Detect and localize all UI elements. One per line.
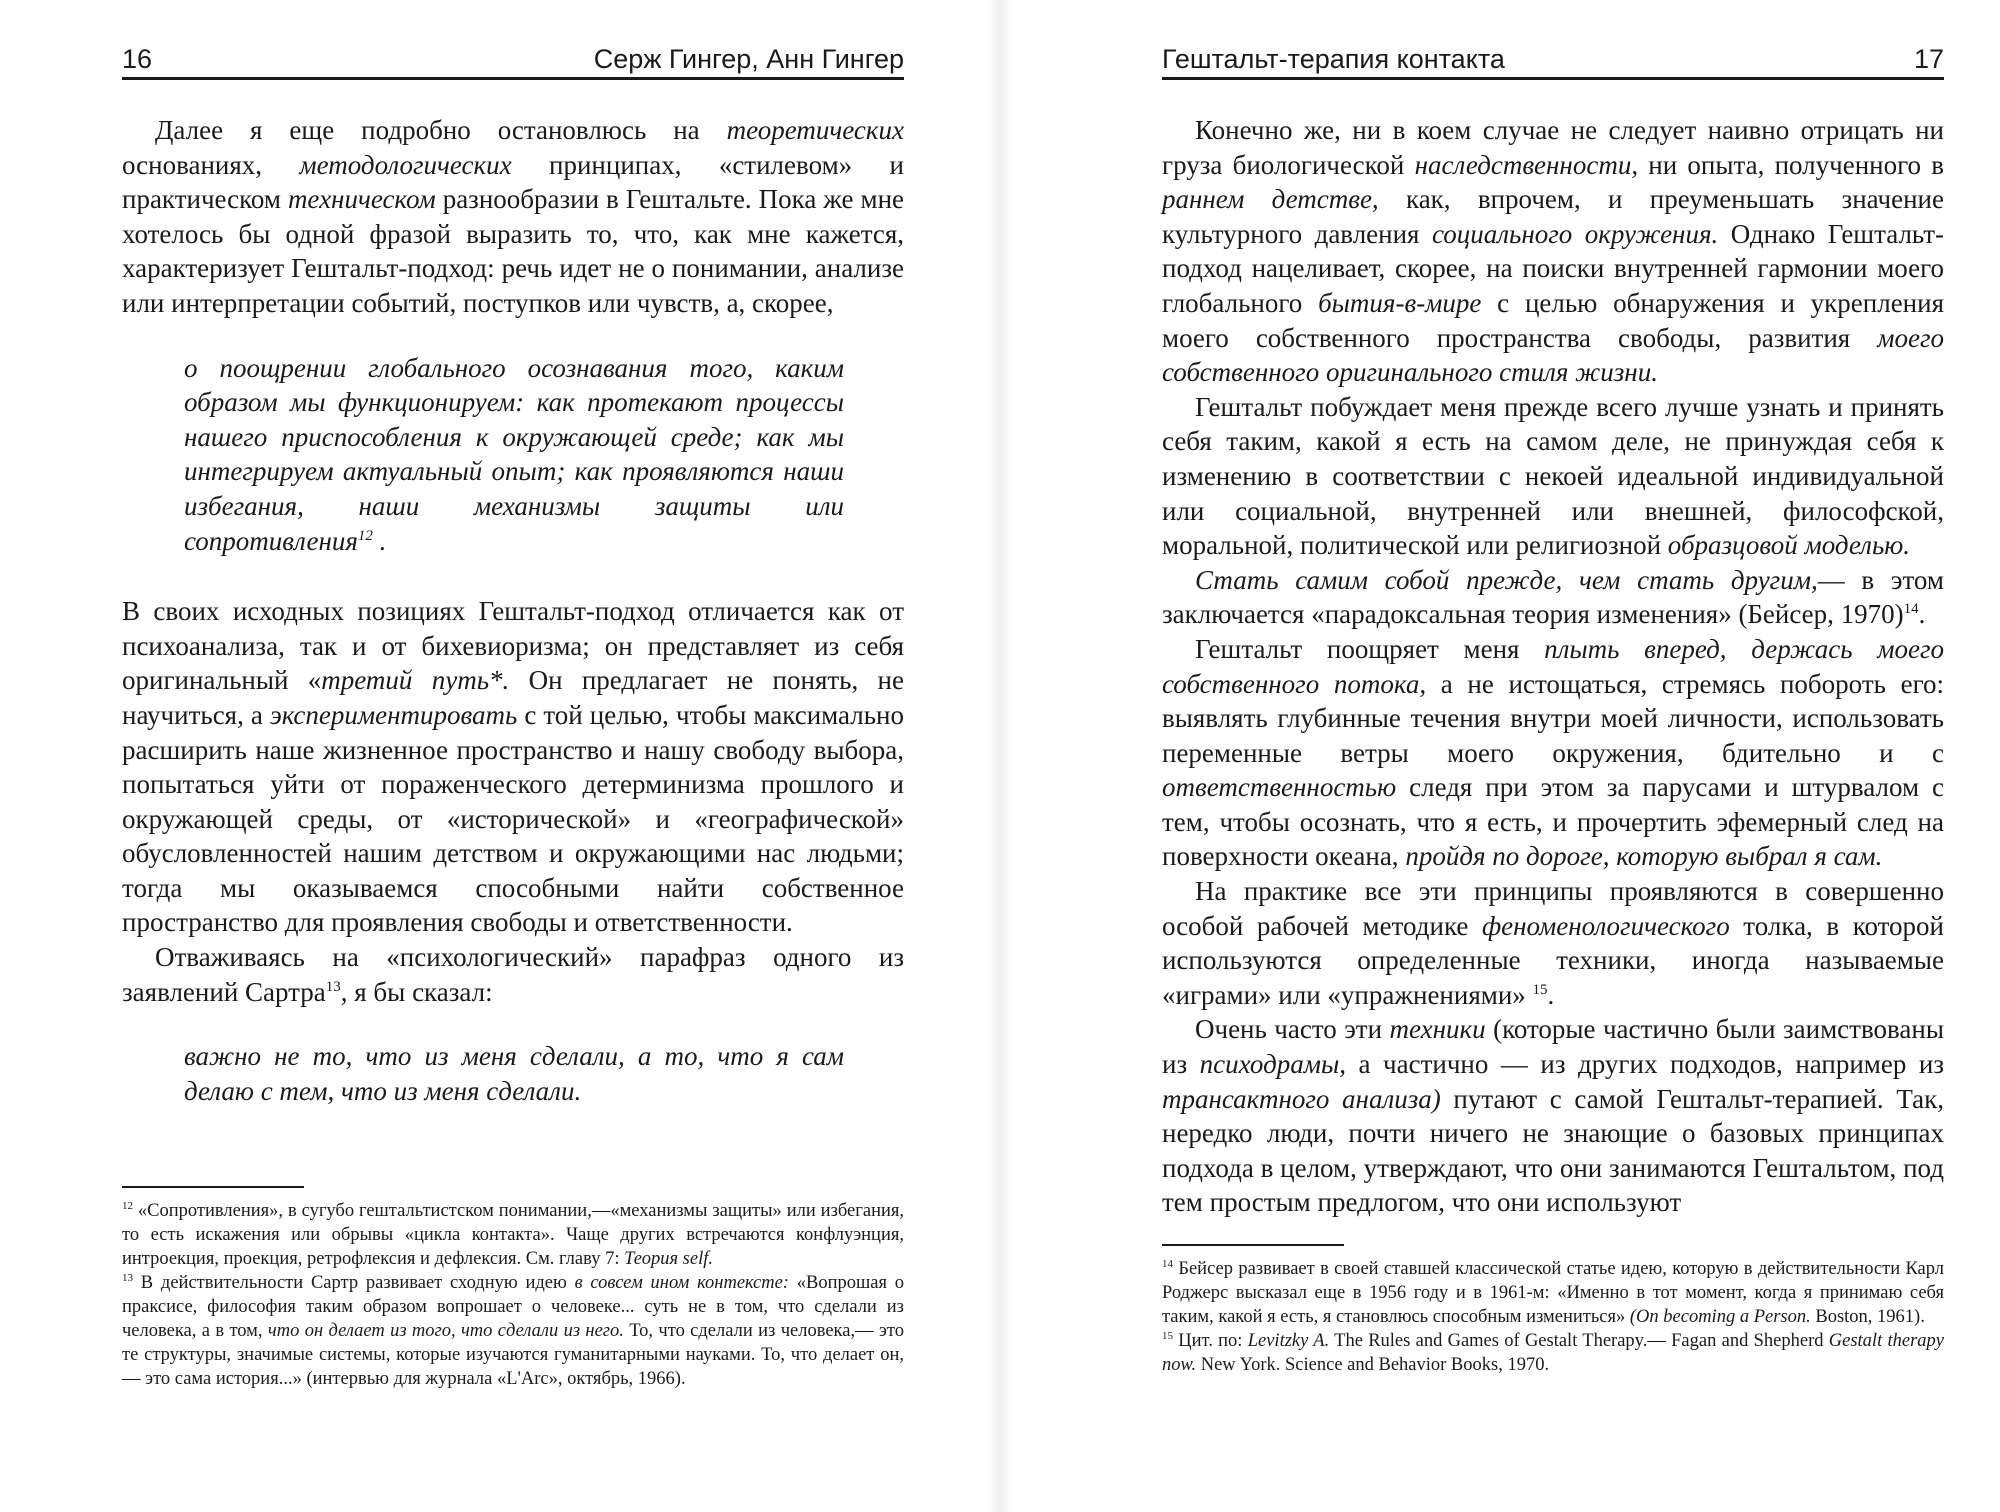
- paragraph: Очень часто эти техники (которые частично были заимствованы из психодрамы, а частично — из других подходов, например из трансактного анализа) путают с самой Гештальт-терапией. Так, нередко люди, почти ничего не знающие о базовых принципах подхода в целом, утверждают, что они занимаются Гештальтом, под тем простым предлогом, что они используют: [1162, 1014, 1944, 1218]
- footnote: $^{15}$ Цит. по: Levitzky A. The Rules and Games of Gestalt Therapy.— Fagan and Shepherd Gestalt therapy now. New York. Science and Behavior Books, 1970.: [1162, 1329, 1944, 1375]
- footnote-rule: [122, 1186, 304, 1188]
- block-quote: о поощрении глобального осознавания того, каким образом мы функционируем: как протекают процессы нашего приспособления к окружающей среде; как мы интегрируем актуальный опыт; как проявляются наши избегания, наши механизмы защиты или сопротивления$^{12}$ .: [184, 352, 844, 556]
- footnotes: [1162, 1257, 1944, 1377]
- page-number: 16: [122, 44, 153, 74]
- footnote: $^{12}$ «Сопротивления», в сугубо гештальтистском понимании,—«механизмы защиты» или избегания, то есть искажения или обрывы «цикла контакта». Чаще других встречаются конфлуэнция, интроекция, проекция, ретрофлексия и дефлексия. См. главу 7: Теория self.: [122, 1199, 904, 1269]
- right-page-header: [1162, 40, 1944, 80]
- running-head: Серж Гингер, Анн Гингер: [593, 44, 904, 74]
- footnote-ref[interactable]: 13: [325, 978, 341, 995]
- paragraph: Стать самим собой прежде, чем стать другим,— в этом заключается «парадоксальная теория изменения» (Бейсер, 1970)$^{14}$.: [1162, 564, 1944, 630]
- footnote-ref[interactable]: 14: [1903, 601, 1919, 618]
- footnotes: [122, 1199, 904, 1391]
- right-page: [1000, 0, 2000, 1512]
- left-page-body: [122, 113, 904, 1108]
- footnote-ref[interactable]: 15: [1532, 981, 1548, 998]
- right-page-body: [1162, 113, 1944, 1220]
- left-page-header: [122, 40, 904, 80]
- running-head: Гештальт-терапия контакта: [1162, 44, 1505, 74]
- paragraph: На практике все эти принципы проявляются в совершенно особой рабочей методике феноменологического толка, в которой используются определенные техники, иногда называемые «играми» или «упражнениями» $^{15}$.: [1162, 876, 1944, 1010]
- footnote-ref[interactable]: 12: [357, 527, 373, 544]
- page-number: 17: [1913, 44, 1944, 74]
- footnote: $^{14}$ Бейсер развивает в своей ставшей классической статье идею, которую в действительности Карл Роджерс высказал еще в 1956 году и в 1961-м: «Именно в тот момент, когда я принимаю себя таким, какой я есть, я становлюсь способным измениться» (On becoming a Person. Boston, 1961).: [1162, 1257, 1944, 1327]
- paragraph: Отваживаясь на «психологический» парафраз одного из заявлений Сартра$^{13}$, я бы сказал:: [122, 942, 904, 1007]
- paragraph: Гештальт побуждает меня прежде всего лучше узнать и принять себя таким, какой я есть на самом деле, не принуждая себя к изменению в соответствии с некоей идеальной индивидуальной или социальной, внутренней или внешней, философской, моральной, политической или религиозной образцовой моделью.: [1162, 391, 1944, 561]
- paragraph: Гештальт поощряет меня плыть вперед, держась моего собственного потока, а не истощаться, стремясь побороть его: выявлять глубинные течения внутри моей личности, использовать переменные ветры моего окружения, бдительно и с ответственностью следя при этом за парусами и штурвалом с тем, чтобы осознать, что я есть, и прочертить эфемерный след на поверхности океана, пройдя по дороге, которую выбрал я сам.: [1162, 633, 1944, 872]
- paragraph: Далее я еще подробно остановлюсь на теоретических основаниях, методологических принципах, «стилевом» и практическом техническом разнообразии в Гештальте. Пока же мне хотелось бы одной фразой выразить то, что, как мне кажется, характеризует Гештальт-подход: речь идет не о понимании, анализе или интерпретации событий, поступков или чувств, а, скорее,: [122, 115, 904, 318]
- footnote-rule: [1162, 1244, 1344, 1246]
- block-quote: важно не то, что из меня сделали, а то, что я сам делаю с тем, что из меня сделали.: [184, 1041, 844, 1106]
- footnote: $^{13}$ В действительности Сартр развивает сходную идею в совсем ином контексте: «Вопрошая о праксисе, философия таким образом вопрошает о человеке... суть не в том, что сделали из человека, а в том, что он делает из того, что сделали из него. То, что сделали из человека,— это те структуры, значимые системы, которые изучаются гуманитарными науками. То, что делает он,— это сама история...» (интервью для журнала «L'Arc», октябрь, 1966).: [122, 1271, 904, 1389]
- paragraph: В своих исходных позициях Гештальт-подход отличается как от психоанализа, так и от бихевиоризма; он представляет из себя оригинальный «третий путь*. Он предлагает не понять, не научиться, а экспериментировать с той целью, чтобы максимально расширить наше жизненное пространство и нашу свободу выбора, попытаться уйти от пораженческого детерминизма прошлого и окружающей среды, от «исторической» и «географической» обусловленностей нашим детством и окружающими нас людьми; тогда мы оказываемся способными найти собственное пространство для проявления свободы и ответственности.: [122, 596, 904, 938]
- paragraph: Конечно же, ни в коем случае не следует наивно отрицать ни груза биологической наследственности, ни опыта, полученного в раннем детстве, как, впрочем, и преуменьшать значение культурного давления социального окружения. Однако Гештальт-подход нацеливает, скорее, на поиски внутренней гармонии моего глобального бытия-в-мире с целью обнаружения и укрепления моего собственного пространства свободы, развития моего собственного оригинального стиля жизни.: [1162, 115, 1945, 388]
